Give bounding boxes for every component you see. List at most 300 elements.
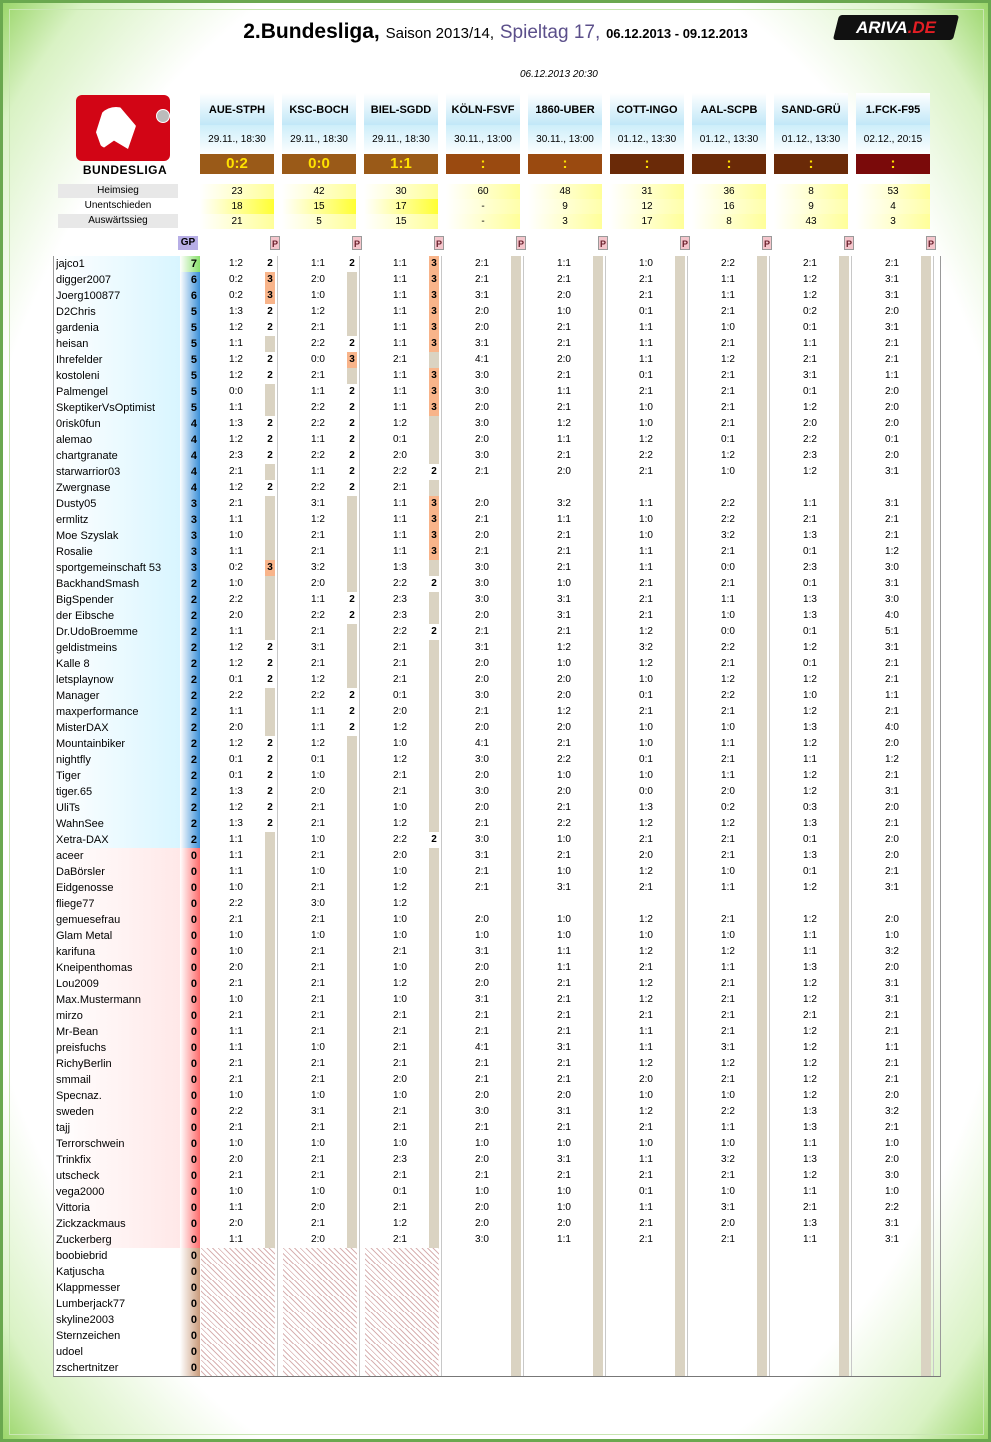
tip-value: 1:2 bbox=[721, 818, 735, 829]
tip-value: 3:1 bbox=[885, 994, 899, 1005]
tip-value: 2:1 bbox=[803, 354, 817, 365]
tip-points: 3 bbox=[429, 384, 439, 400]
tip-value: 0:1 bbox=[639, 1186, 653, 1197]
player-name[interactable]: vega2000 bbox=[56, 1186, 105, 1198]
tip-value: 2:1 bbox=[721, 402, 735, 413]
player-name[interactable]: Dusty05 bbox=[56, 498, 97, 510]
tip-value: 1:3 bbox=[803, 1106, 817, 1117]
tip-value: 2:1 bbox=[393, 946, 407, 957]
tip-value: 1:0 bbox=[639, 1138, 653, 1149]
player-name[interactable]: Rosalie bbox=[56, 546, 93, 558]
tip-value: 0:0 bbox=[229, 386, 243, 397]
tip-value: 1:3 bbox=[803, 1122, 817, 1133]
tip-value: 2:1 bbox=[885, 818, 899, 829]
tip-value: 1:0 bbox=[639, 738, 653, 749]
tip-value: 1:0 bbox=[639, 402, 653, 413]
table-row bbox=[54, 1232, 940, 1248]
tip-value: 1:1 bbox=[393, 322, 407, 333]
points-header-button[interactable]: P bbox=[926, 236, 936, 250]
tip-value: 1:2 bbox=[639, 1106, 653, 1117]
tip-value: 1:0 bbox=[639, 514, 653, 525]
match-date: 29.11., 18:30 bbox=[282, 125, 356, 155]
tip-value: 1:3 bbox=[639, 802, 653, 813]
tip-value: 2:1 bbox=[721, 978, 735, 989]
tip-value: 2:0 bbox=[475, 402, 489, 413]
player-name[interactable]: Zickzackmaus bbox=[56, 1218, 126, 1230]
table-row bbox=[54, 1008, 940, 1024]
player-name[interactable]: 0risk0fun bbox=[56, 418, 101, 430]
gp-header[interactable]: GP bbox=[178, 236, 198, 250]
match-header-2[interactable]: KSC-BOCH bbox=[282, 93, 356, 127]
tip-points: 2 bbox=[347, 688, 357, 704]
home-win-count: 31 bbox=[610, 184, 684, 199]
tip-value: 1:1 bbox=[393, 386, 407, 397]
tip-value: 1:0 bbox=[639, 1090, 653, 1101]
tip-value: 2:1 bbox=[639, 882, 653, 893]
tip-value: 2:1 bbox=[557, 978, 571, 989]
tip-value: 1:2 bbox=[639, 1058, 653, 1069]
tip-value: 1:0 bbox=[393, 866, 407, 877]
tip-value: 1:1 bbox=[393, 514, 407, 525]
tip-value: 0:0 bbox=[311, 354, 325, 365]
player-gp: 0 bbox=[180, 1040, 200, 1056]
away-win-count: 8 bbox=[692, 214, 766, 229]
tip-value: 2:1 bbox=[475, 1074, 489, 1085]
player-gp: 0 bbox=[180, 1136, 200, 1152]
tip-value: 1:2 bbox=[721, 674, 735, 685]
tip-value: 2:0 bbox=[475, 914, 489, 925]
tip-value: 1:2 bbox=[803, 738, 817, 749]
tip-value: 2:0 bbox=[721, 1218, 735, 1229]
tip-value: 2:2 bbox=[311, 690, 325, 701]
tip-value: 0:1 bbox=[803, 322, 817, 333]
tip-value: 2:2 bbox=[557, 818, 571, 829]
tip-value: 0:1 bbox=[311, 754, 325, 765]
player-name[interactable]: der Eibsche bbox=[56, 610, 115, 622]
player-name[interactable]: nightfly bbox=[56, 754, 91, 766]
tip-value: 1:0 bbox=[639, 530, 653, 541]
tip-value: 1:0 bbox=[393, 1138, 407, 1149]
tip-value: 1:1 bbox=[639, 546, 653, 557]
player-name[interactable]: Mountainbiker bbox=[56, 738, 126, 750]
player-name[interactable]: Specnaz. bbox=[56, 1090, 102, 1102]
tip-value: 1:1 bbox=[639, 562, 653, 573]
points-header-button[interactable]: P bbox=[598, 236, 608, 250]
player-name[interactable]: Tiger bbox=[56, 770, 81, 782]
player-name[interactable]: Glam Metal bbox=[56, 930, 113, 942]
tip-points: 2 bbox=[265, 320, 275, 336]
home-win-count: 23 bbox=[200, 184, 274, 199]
tip-value: 0:0 bbox=[721, 626, 735, 637]
table-row bbox=[54, 1040, 940, 1056]
tip-value: 2:1 bbox=[311, 946, 325, 957]
player-name[interactable]: maxperformance bbox=[56, 706, 139, 718]
tip-value: 1:2 bbox=[803, 786, 817, 797]
tip-points: 2 bbox=[265, 368, 275, 384]
home-win-count: 48 bbox=[528, 184, 602, 199]
tip-points: 2 bbox=[347, 480, 357, 496]
tip-value: 2:0 bbox=[557, 722, 571, 733]
match-header-8[interactable]: SAND-GRÜ bbox=[774, 93, 848, 127]
player-name[interactable]: zschertnitzer bbox=[56, 1362, 119, 1374]
tip-value: 2:1 bbox=[721, 1026, 735, 1037]
player-name[interactable]: preisfuchs bbox=[56, 1042, 107, 1054]
tip-value: 3:1 bbox=[475, 338, 489, 349]
tip-value: 2:1 bbox=[885, 530, 899, 541]
player-name[interactable]: WahnSee bbox=[56, 818, 104, 830]
tip-value: 1:1 bbox=[803, 498, 817, 509]
match-header-6[interactable]: COTT-INGO bbox=[610, 93, 684, 127]
tip-value: 1:1 bbox=[803, 1138, 817, 1149]
player-name[interactable]: Xetra-DAX bbox=[56, 834, 109, 846]
player-name[interactable]: Ihrefelder bbox=[56, 354, 103, 366]
tip-value: 1:2 bbox=[803, 642, 817, 653]
tip-value: 1:2 bbox=[803, 770, 817, 781]
tip-value: 2:0 bbox=[885, 306, 899, 317]
player-name[interactable]: skyline2003 bbox=[56, 1314, 115, 1326]
tip-value: 2:2 bbox=[885, 1202, 899, 1213]
tip-value: 1:1 bbox=[229, 1026, 243, 1037]
tip-value: 1:2 bbox=[557, 706, 571, 717]
home-win-count: 60 bbox=[446, 184, 520, 199]
player-name[interactable]: utscheck bbox=[56, 1170, 100, 1182]
tip-value: 1:2 bbox=[311, 306, 325, 317]
match-header-5[interactable]: 1860-UBER bbox=[528, 93, 602, 127]
match-header-9[interactable]: 1.FCK-F95 bbox=[856, 93, 930, 127]
player-name[interactable]: sweden bbox=[56, 1106, 94, 1118]
player-name[interactable]: DaBörsler bbox=[56, 866, 105, 878]
tip-value: 0:2 bbox=[721, 802, 735, 813]
points-header-button[interactable]: P bbox=[680, 236, 690, 250]
ariva-logo[interactable] bbox=[833, 15, 959, 40]
tip-value: 1:1 bbox=[311, 386, 325, 397]
tip-value: 2:1 bbox=[639, 1010, 653, 1021]
match-header-7[interactable]: AAL-SCPB bbox=[692, 93, 766, 127]
tip-value: 2:1 bbox=[639, 834, 653, 845]
tip-points: 2 bbox=[347, 256, 357, 272]
player-name[interactable]: tiger.65 bbox=[56, 786, 93, 798]
tip-value: 5:1 bbox=[885, 626, 899, 637]
tip-value: 0:0 bbox=[721, 562, 735, 573]
tip-value: 2:1 bbox=[475, 274, 489, 285]
player-name[interactable]: Max.Mustermann bbox=[56, 994, 141, 1006]
tip-value: 1:0 bbox=[639, 418, 653, 429]
tip-value: 1:3 bbox=[803, 962, 817, 973]
player-name[interactable]: udoel bbox=[56, 1346, 83, 1358]
tip-value: 1:1 bbox=[557, 434, 571, 445]
player-gp: 2 bbox=[180, 576, 200, 592]
draw-count: 15 bbox=[282, 199, 356, 214]
tip-value: 1:1 bbox=[311, 434, 325, 445]
tip-value: 2:0 bbox=[475, 306, 489, 317]
tip-value: 2:1 bbox=[885, 1122, 899, 1133]
player-name[interactable]: heisan bbox=[56, 338, 89, 350]
away-win-count: 5 bbox=[282, 214, 356, 229]
tip-value: 3:0 bbox=[475, 450, 489, 461]
tip-value: 1:0 bbox=[721, 466, 735, 477]
tip-value: 2:0 bbox=[885, 962, 899, 973]
tip-value: 4:0 bbox=[885, 610, 899, 621]
match-header-1[interactable]: AUE-STPH bbox=[200, 93, 274, 127]
tip-value: 1:1 bbox=[393, 498, 407, 509]
tip-value: 1:2 bbox=[803, 1074, 817, 1085]
player-name[interactable]: starwarrior03 bbox=[56, 466, 121, 478]
player-name[interactable]: gardenia bbox=[56, 322, 99, 334]
player-name[interactable]: mirzo bbox=[56, 1010, 83, 1022]
player-name[interactable]: sportgemeinschaft 53 bbox=[56, 562, 162, 574]
player-name[interactable]: Manager bbox=[56, 690, 100, 702]
tip-value: 2:1 bbox=[721, 994, 735, 1005]
player-name[interactable]: MisterDAX bbox=[56, 722, 109, 734]
tip-value: 2:1 bbox=[393, 1106, 407, 1117]
tip-value: 2:2 bbox=[639, 450, 653, 461]
player-name[interactable]: boobiebrid bbox=[56, 1250, 108, 1262]
tip-value: 1:0 bbox=[639, 930, 653, 941]
player-name[interactable]: Lumberjack77 bbox=[56, 1298, 126, 1310]
player-gp: 0 bbox=[180, 1072, 200, 1088]
tip-value: 2:1 bbox=[639, 1218, 653, 1229]
table-row bbox=[54, 528, 940, 544]
table-row bbox=[54, 368, 940, 384]
player-gp: 4 bbox=[180, 416, 200, 432]
tip-value: 0:1 bbox=[803, 546, 817, 557]
tip-value: 1:2 bbox=[393, 722, 407, 733]
tip-value: 2:1 bbox=[639, 1122, 653, 1133]
tip-points: 3 bbox=[429, 304, 439, 320]
player-name[interactable]: smmail bbox=[56, 1074, 91, 1086]
tip-value: 2:1 bbox=[393, 786, 407, 797]
player-name[interactable]: Klappmesser bbox=[56, 1282, 121, 1294]
player-name[interactable]: gemuesefrau bbox=[56, 914, 121, 926]
player-name[interactable]: digger2007 bbox=[56, 274, 112, 286]
tip-points: 2 bbox=[347, 464, 357, 480]
tip-value: 1:1 bbox=[639, 1154, 653, 1165]
table-row bbox=[54, 432, 940, 448]
tip-value: 1:2 bbox=[393, 978, 407, 989]
player-gp: 0 bbox=[180, 1328, 200, 1344]
tip-value: 2:1 bbox=[229, 914, 243, 925]
player-gp: 3 bbox=[180, 528, 200, 544]
tip-value: 2:1 bbox=[885, 514, 899, 525]
match-result: : bbox=[446, 154, 520, 174]
player-name[interactable]: geldistmeins bbox=[56, 642, 118, 654]
player-name[interactable]: Zuckerberg bbox=[56, 1234, 112, 1246]
tip-value: 0:0 bbox=[639, 786, 653, 797]
tip-points: 3 bbox=[429, 368, 439, 384]
season-label: Saison 2013/14, bbox=[385, 25, 495, 42]
player-gp: 2 bbox=[180, 800, 200, 816]
points-header-button[interactable]: P bbox=[352, 236, 362, 250]
tip-value: 1:1 bbox=[557, 946, 571, 957]
table-row bbox=[54, 912, 940, 928]
player-name[interactable]: Mr-Bean bbox=[56, 1026, 99, 1038]
tip-value: 3:1 bbox=[885, 786, 899, 797]
table-row bbox=[54, 1264, 940, 1280]
table-row bbox=[54, 496, 940, 512]
match-result: : bbox=[528, 154, 602, 174]
tip-value: 3:0 bbox=[311, 898, 325, 909]
tip-value: 2:1 bbox=[885, 354, 899, 365]
table-row bbox=[54, 816, 940, 832]
points-header-button[interactable]: P bbox=[434, 236, 444, 250]
player-name[interactable]: Dr.UdoBroemme bbox=[56, 626, 138, 638]
tip-value: 1:2 bbox=[803, 1090, 817, 1101]
tip-value: 0:1 bbox=[803, 866, 817, 877]
match-header-4[interactable]: KÖLN-FSVF bbox=[446, 93, 520, 127]
tip-value: 2:1 bbox=[557, 1170, 571, 1181]
tip-value: 2:0 bbox=[475, 978, 489, 989]
player-name[interactable]: RichyBerlin bbox=[56, 1058, 112, 1070]
player-name[interactable]: Vittoria bbox=[56, 1202, 91, 1214]
tip-value: 1:3 bbox=[803, 610, 817, 621]
tip-value: 1:2 bbox=[311, 738, 325, 749]
player-name[interactable]: tajj bbox=[56, 1122, 71, 1134]
player-name[interactable]: Moe Szyslak bbox=[56, 530, 119, 542]
tip-value: 1:0 bbox=[475, 1186, 489, 1197]
player-name[interactable]: aceer bbox=[56, 850, 84, 862]
tip-value: 2:1 bbox=[885, 1074, 899, 1085]
player-name[interactable]: Palmengel bbox=[56, 386, 108, 398]
player-name[interactable]: Joerg100877 bbox=[56, 290, 121, 302]
player-name[interactable]: kostoleni bbox=[56, 370, 100, 382]
table-row bbox=[54, 336, 940, 352]
player-gp: 0 bbox=[180, 1104, 200, 1120]
player-gp: 2 bbox=[180, 752, 200, 768]
tip-value: 3:2 bbox=[721, 1154, 735, 1165]
tip-value: 2:0 bbox=[557, 466, 571, 477]
tip-value: 1:3 bbox=[803, 530, 817, 541]
player-gp: 3 bbox=[180, 512, 200, 528]
player-gp: 2 bbox=[180, 656, 200, 672]
tip-value: 2:1 bbox=[803, 1010, 817, 1021]
tip-value: 2:2 bbox=[721, 498, 735, 509]
player-name[interactable]: Terrorschwein bbox=[56, 1138, 125, 1150]
points-header-button[interactable]: P bbox=[516, 236, 526, 250]
player-name[interactable]: BigSpender bbox=[56, 594, 114, 606]
player-name[interactable]: Kalle 8 bbox=[56, 658, 90, 670]
player-gp: 0 bbox=[180, 1200, 200, 1216]
tip-value: 3:2 bbox=[885, 1106, 899, 1117]
tip-points: 2 bbox=[265, 448, 275, 464]
draw-count: 9 bbox=[774, 199, 848, 214]
tip-value: 1:2 bbox=[803, 1042, 817, 1053]
tip-value: 1:1 bbox=[311, 594, 325, 605]
tip-value: 4:0 bbox=[885, 722, 899, 733]
tip-value: 3:1 bbox=[475, 946, 489, 957]
tip-value: 2:2 bbox=[393, 626, 407, 637]
tip-value: 0:1 bbox=[229, 770, 243, 781]
draw-count: 17 bbox=[364, 199, 438, 214]
player-gp: 0 bbox=[180, 1152, 200, 1168]
tip-value: 3:2 bbox=[885, 946, 899, 957]
tip-value: 2:1 bbox=[639, 386, 653, 397]
tip-value: 1:0 bbox=[721, 1090, 735, 1101]
player-name[interactable]: chartgranate bbox=[56, 450, 118, 462]
player-name[interactable]: Trinkfix bbox=[56, 1154, 92, 1166]
draw-count: 4 bbox=[856, 199, 930, 214]
tip-value: 3:1 bbox=[475, 850, 489, 861]
tip-value: 2:0 bbox=[475, 530, 489, 541]
league-title: 2.Bundesliga, bbox=[243, 20, 380, 43]
table-row bbox=[54, 640, 940, 656]
tip-value: 2:0 bbox=[475, 770, 489, 781]
tip-value: 1:1 bbox=[393, 338, 407, 349]
tip-value: 3:0 bbox=[475, 1234, 489, 1245]
tip-points: 3 bbox=[429, 320, 439, 336]
tip-value: 1:0 bbox=[229, 1138, 243, 1149]
tip-value: 2:2 bbox=[229, 1106, 243, 1117]
player-name[interactable]: Katjuscha bbox=[56, 1266, 105, 1278]
tip-value: 2:2 bbox=[393, 834, 407, 845]
player-name[interactable]: karifuna bbox=[56, 946, 96, 958]
match-result: : bbox=[610, 154, 684, 174]
date-range: 06.12.2013 - 09.12.2013 bbox=[606, 26, 748, 41]
tip-value: 2:1 bbox=[475, 258, 489, 269]
points-header-button[interactable]: P bbox=[270, 236, 280, 250]
player-name[interactable]: Eidgenosse bbox=[56, 882, 114, 894]
player-name[interactable]: Sternzeichen bbox=[56, 1330, 121, 1342]
tip-value: 2:0 bbox=[885, 386, 899, 397]
player-gp: 0 bbox=[180, 1360, 200, 1376]
tip-value: 2:0 bbox=[721, 786, 735, 797]
player-name[interactable]: fliege77 bbox=[56, 898, 95, 910]
tip-value: 3:0 bbox=[885, 562, 899, 573]
player-name[interactable]: Lou2009 bbox=[56, 978, 99, 990]
player-name[interactable]: BackhandSmash bbox=[56, 578, 140, 590]
tip-value: 2:1 bbox=[475, 466, 489, 477]
player-name[interactable]: Zwergnase bbox=[56, 482, 111, 494]
tip-value: 2:1 bbox=[311, 962, 325, 973]
match-result: 1:1 bbox=[364, 154, 438, 174]
tip-value: 0:1 bbox=[639, 306, 653, 317]
tip-value: 2:2 bbox=[229, 898, 243, 909]
points-header-button[interactable]: P bbox=[844, 236, 854, 250]
tip-value: 1:0 bbox=[639, 258, 653, 269]
table-row bbox=[54, 1152, 940, 1168]
tip-value: 1:2 bbox=[229, 258, 243, 269]
tip-value: 1:0 bbox=[557, 930, 571, 941]
player-name[interactable]: ermlitz bbox=[56, 514, 89, 526]
tip-points: 2 bbox=[265, 656, 275, 672]
player-name[interactable]: jajco1 bbox=[56, 258, 85, 270]
points-header-button[interactable]: P bbox=[762, 236, 772, 250]
tip-value: 2:1 bbox=[885, 1010, 899, 1021]
player-name[interactable]: letsplaynow bbox=[56, 674, 114, 686]
tip-value: 1:1 bbox=[311, 706, 325, 717]
player-gp: 5 bbox=[180, 320, 200, 336]
tip-value: 2:1 bbox=[721, 370, 735, 381]
tip-value: 1:3 bbox=[393, 562, 407, 573]
player-gp: 4 bbox=[180, 480, 200, 496]
tip-value: 2:1 bbox=[393, 482, 407, 493]
player-name[interactable]: alemao bbox=[56, 434, 93, 446]
tip-value: 2:1 bbox=[639, 610, 653, 621]
tip-value: 1:1 bbox=[803, 946, 817, 957]
tip-value: 4:1 bbox=[475, 1042, 489, 1053]
tip-value: 3:0 bbox=[475, 754, 489, 765]
player-gp: 5 bbox=[180, 336, 200, 352]
table-row bbox=[54, 576, 940, 592]
home-win-count: 8 bbox=[774, 184, 848, 199]
player-name[interactable]: UliTs bbox=[56, 802, 80, 814]
player-name[interactable]: SkeptikerVsOptimist bbox=[56, 402, 156, 414]
player-name[interactable]: Kneipenthomas bbox=[56, 962, 133, 974]
player-name[interactable]: D2Chris bbox=[56, 306, 96, 318]
tip-value: 2:1 bbox=[393, 1026, 407, 1037]
match-header-3[interactable]: BIEL-SGDD bbox=[364, 93, 438, 127]
player-gp: 0 bbox=[180, 912, 200, 928]
tip-value: 3:1 bbox=[885, 882, 899, 893]
